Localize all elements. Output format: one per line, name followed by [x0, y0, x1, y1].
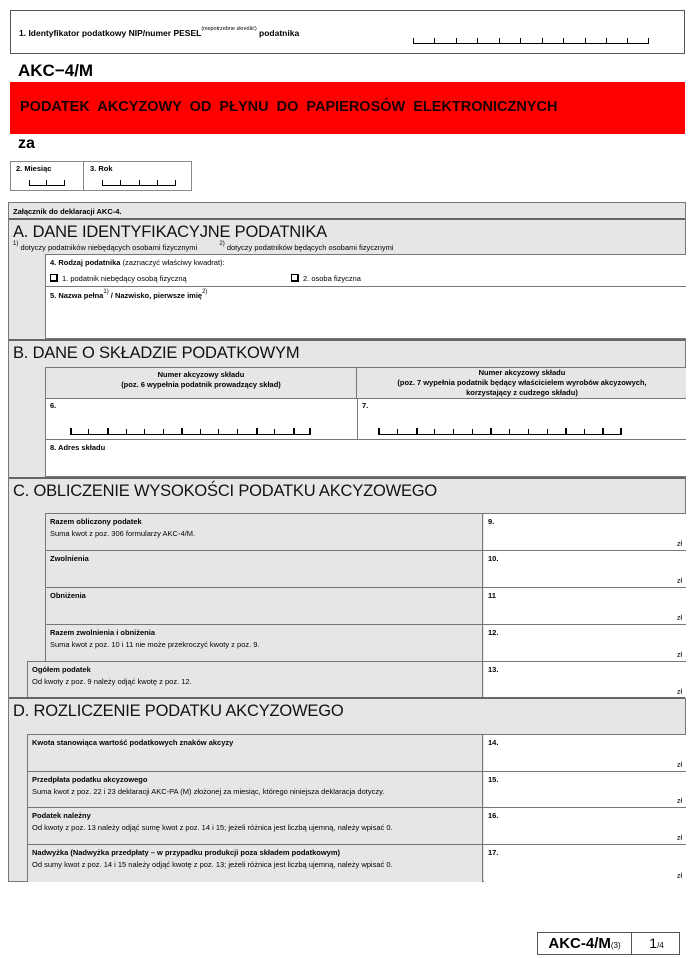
field-5-label: 5. Nazwa pełna$^{1)}$ / Nazwisko, pierwsze imię$^{2)}$: [50, 289, 208, 300]
col-7-header: Numer akcyzowy składu (poz. 7 wypełnia podatnik będący właścicielem wyrobów akcyzowych, korzystający z cudzego składu): [397, 368, 647, 397]
section-d-title: D. ROZLICZENIE PODATKU AKCYZOWEGO: [13, 702, 344, 720]
row-pos-11: Obniżenia 11 zł: [45, 587, 686, 624]
field-14-input[interactable]: 14. zł: [484, 735, 686, 771]
row-pos-13: Ogółem podatek Od kwoty z poz. 9 należy odjąć kwotę z poz. 12. 13. zł: [27, 661, 686, 698]
option-non-individual[interactable]: 1. podatnik niebędący osobą fizyczną: [50, 274, 187, 283]
page-number: 1/4: [649, 935, 664, 951]
excise-number-headers: [45, 367, 686, 399]
checkbox-icon[interactable]: [291, 274, 299, 282]
section-c-title: C. OBLICZENIE WYSOKOŚCI PODATKU AKCYZOWEGO: [13, 482, 438, 500]
page-footer: [537, 932, 680, 955]
row-pos-15: Przedpłata podatku akcyzowego Suma kwot z poz. 22 i 23 deklaracji AKC-PA (M) złożonej za miesiąc, którego niniejsza deklaracja dotyczy. 15. zł: [27, 771, 686, 807]
period-prefix: za: [18, 135, 35, 152]
field-11-input[interactable]: 11 zł: [484, 588, 686, 624]
field-17-input[interactable]: 17. zł: [484, 845, 686, 882]
row-pos-16: Podatek należny Od kwoty z poz. 13 należy odjąć sumę kwot z poz. 14 i 15; jeżeli różnica jest liczbą ujemną, należy wpisać 0. 16. zł: [27, 807, 686, 844]
section-b-title: B. DANE O SKŁADZIE PODATKOWYM: [13, 344, 300, 362]
nip-note: (niepotrzebne skreślić): [201, 26, 257, 32]
nip-input[interactable]: [413, 38, 649, 44]
field-7-label: 7.: [362, 401, 369, 410]
field-8-warehouse-address[interactable]: [45, 439, 686, 477]
field-9-input[interactable]: 9. zł: [484, 514, 686, 550]
field-10-input[interactable]: 10. zł: [484, 551, 686, 587]
field-15-input[interactable]: 15. zł: [484, 772, 686, 807]
section-a-footnotes: $^{1)}$ dotyczy podatników niebędących osobami fizycznymi $^{2)}$ dotyczy podatników będących osobami fizycznymi: [13, 241, 394, 252]
month-cell: [11, 162, 84, 190]
col-6-header: Numer akcyzowy składu (poz. 6 wypełnia podatnik prowadzący skład): [46, 368, 357, 398]
row-pos-9: Razem obliczony podatek Suma kwot z poz. 306 formularzy AKC-4/M. 9. zł: [45, 513, 686, 550]
row-pos-12: Razem zwolnienia i obniżenia Suma kwot z poz. 10 i 11 nie może przekroczyć kwoty z poz. 9. 12. zł: [45, 624, 686, 661]
form-code: AKC−4/M: [18, 61, 94, 80]
checkbox-icon[interactable]: [50, 274, 58, 282]
section-a-title: A. DANE IDENTYFIKACYJNE PODATNIKA: [13, 223, 327, 241]
field-6-input[interactable]: [70, 429, 311, 435]
attachment-note: Załącznik do deklaracji AKC-4.: [13, 207, 122, 216]
form-title: PODATEK AKCYZOWY OD PŁYNU DO PAPIEROSÓW ELEKTRONICZNYCH: [20, 99, 558, 115]
option-individual[interactable]: 2. osoba fizyczna: [291, 274, 361, 283]
declaration-form: [8, 202, 686, 882]
field-4-label: 4. Rodzaj podatnika (zaznaczyć właściwy kwadrat):: [50, 258, 225, 267]
field-8-label: 8. Adres składu: [50, 443, 106, 452]
year-input[interactable]: [102, 180, 176, 186]
field-4-taxpayer-type: [45, 254, 686, 287]
nip-field-box: [10, 10, 685, 54]
field-5-name[interactable]: [45, 286, 686, 339]
field-7-input[interactable]: [378, 429, 622, 435]
field-7-excise-number[interactable]: [357, 398, 686, 440]
divider: [9, 218, 685, 220]
form-title-banner: [10, 82, 685, 134]
nip-label: 1. Identyfikator podatkowy NIP/numer $PESEL^{(niepotrzebne skreślić)}$ podatnika: [19, 26, 300, 38]
divider: [9, 697, 685, 699]
field-6-excise-number[interactable]: [45, 398, 358, 440]
month-label: 2. Miesiąc: [16, 164, 52, 173]
field-13-input[interactable]: 13. zł: [484, 662, 686, 698]
divider: [9, 339, 685, 341]
row-pos-17: Nadwyżka (Nadwyżka przedpłaty – w przypadku produkcji poza składem podatkowym) Od sumy kwot z poz. 14 i 15 należy odjąć kwotę z poz. 13; jeżeli różnica jest liczbą ujemną, należy wpisać 0. 17. zł: [27, 844, 686, 882]
field-12-input[interactable]: 12. zł: [484, 625, 686, 661]
field-6-label: 6.: [50, 401, 57, 410]
month-input[interactable]: [29, 180, 65, 186]
year-label: 3. Rok: [90, 164, 113, 173]
footer-form-code: AKC-4/M(3): [538, 933, 632, 954]
row-pos-14: Kwota stanowiąca wartość podatkowych znaków akcyzy 14. zł: [27, 734, 686, 771]
row-pos-10: Zwolnienia 10. zł: [45, 550, 686, 587]
field-16-input[interactable]: 16. zł: [484, 808, 686, 844]
divider: [9, 477, 685, 479]
period-box: [10, 161, 192, 191]
